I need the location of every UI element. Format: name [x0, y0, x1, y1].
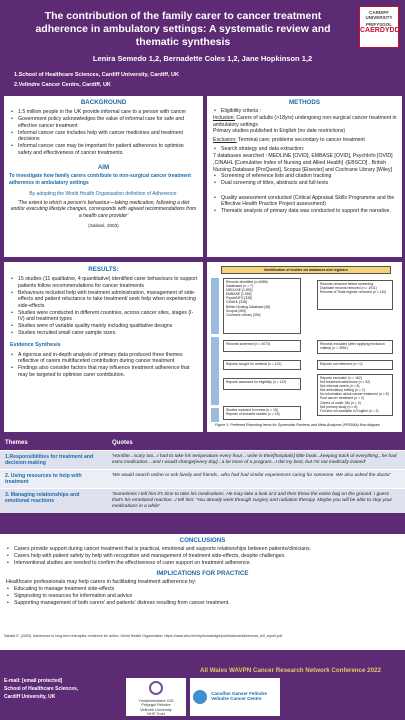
methods-title: METHODS [289, 99, 320, 106]
prisma-not-retrieved-box: Reports not retrieved (n = 0) [317, 360, 393, 370]
results-list [10, 276, 198, 337]
themes-table [0, 436, 405, 513]
conclusions-list [6, 546, 399, 567]
list-item: • Screening of reference lists and citation tracking [213, 173, 397, 180]
inclusion-label: Inclusion: [213, 115, 235, 121]
prisma-side-label [211, 337, 219, 405]
theme-quote: 'We would search online or ask family and friends...who had had similar experiences caring for someone. We also asked the doctor' [107, 469, 405, 488]
affiliation: 2.Velindre Cancer Centre, Cardiff, UK [14, 82, 111, 88]
aim-statement: To investigate how family carers contribute to non-surgical cancer treatment adherence in ambulatory settings [9, 173, 191, 186]
list-item: • Informal cancer care may be important for patient adherence to optimise safety and effectiveness of cancer treatments. [10, 143, 198, 156]
logo-text: NHS Trust [147, 712, 165, 717]
prisma-panel [207, 262, 402, 432]
logo-text: Velindre Cancer Centre [211, 696, 262, 701]
logo-text: Ymddiriedolaeth GIG [138, 698, 174, 703]
table-row [0, 469, 405, 488]
implications-list [6, 586, 399, 607]
list-item: • Studies were of variable quality mainly including qualitative designs [10, 323, 198, 330]
list-item: • 15 studies (11 qualitative, 4 quantitative) identified carer behaviours to support patients follow recommendations for cancer treatments [10, 276, 198, 289]
list-item: • Search strategy and data extraction: [213, 146, 397, 153]
logo-text: Velindre University [140, 707, 172, 712]
prisma-screened-box: Records screened (n = 4073) [223, 340, 301, 352]
methods-panel [207, 96, 402, 257]
prisma-caption: Figure 1: Preferred Reporting Items for Systematic Reviews and Meta-Analyses (PRISMA) flow diagram [215, 423, 381, 427]
exclusion-label: Exclusion: [213, 136, 237, 143]
logo-line: UNIVERSITY [365, 15, 393, 20]
background-aim-panel [4, 96, 203, 257]
logo-text: Prifysgol Felindre [141, 703, 171, 708]
contact-org: School of Healthcare Sciences, [4, 686, 79, 692]
list-item: • Signposting to resources for information and advice [6, 593, 399, 600]
authors: Lenira Semedo 1,2, Bernadette Coles 1,2, Jane Hopkinson 1,2 [92, 54, 313, 63]
list-item: • Educating to manage treatment side-effects [6, 586, 399, 593]
list-item: • Supporting management of both carers' and patients' distress resulting from cancer treatment. [6, 600, 399, 607]
list-item: • Thematic analysis of primary data was conducted to support the narrative. [213, 208, 397, 215]
logo-line: CARDIFF [369, 10, 389, 15]
nhs-circle-icon [149, 681, 163, 695]
list-item: • 1.5 million people in the UK provide informal care to a person with cancer [10, 109, 198, 116]
exclusion-text: Terminal care; problems secondary to cancer treatment [236, 136, 365, 143]
table-row [0, 488, 405, 513]
list-item: • Behaviours included help with treatment administration, management of side-effects and patient reluctance to take treatment/ seek help when experiencing side-effects [10, 290, 198, 310]
poster-footer [0, 660, 405, 720]
inclusion-text: Carers of adults (>18yrs) undergoing non-surgical cancer treatment in ambulatory settings [213, 115, 397, 128]
theme-name: 3. Managing relationships and emotional reactions [0, 488, 107, 513]
methods-body [213, 108, 397, 215]
prisma-eligibility-box: Reports assessed for eligibility (n = 122) [223, 378, 301, 390]
who-quote: 'The extent to which a person's behaviour—taking medication, following a diet and/or executing lifestyle changes, corresponds with agreed recommendations from a health care provider' [10, 199, 197, 219]
theme-name: 1.Responsibilities for treatment and decision-making [0, 450, 107, 469]
list-item: • Government policy acknowledges the value of informal care for safe and effective cancer treatment [10, 116, 198, 129]
implications-intro: Healthcare professionals may help carers in facilitating treatment adherence by: [6, 578, 197, 585]
conference-banner: All Wales WAVPN Cancer Research Network Conference 2022 [200, 667, 381, 674]
contact-email: E-mail: [email protected] [4, 678, 63, 684]
poster-title: The contribution of the family carer to cancer treatment adherence in ambulatory settings: A systematic review and thematic synthesis [35, 10, 331, 48]
prisma-included-box: Studies included in review (n = 15) Reports of included studies (n = 15) [223, 406, 301, 420]
list-item: • Informal cancer care includes help with cancer medicines and treatment decisions [10, 130, 198, 143]
contact-org: Cardiff University, UK [4, 694, 56, 700]
aim-title: AIM [97, 164, 110, 171]
velindre-nhs-logo [126, 678, 186, 716]
background-list [10, 109, 198, 156]
table-row [0, 450, 405, 469]
who-citation: (Sabaté, 2003) [88, 223, 119, 228]
list-item: • Quality assessment conducted (Critical Appraisal Skills Programme and the Effective Health Practice Project assessment) [213, 195, 397, 208]
list-item: • Dual screening of titles, abstracts and full-texts [213, 180, 397, 187]
cardiff-university-logo [359, 6, 399, 48]
column-header: Themes [0, 436, 107, 450]
theme-quote: 'Sometimes I tell him it's time to take his medications. He may take a look at it and then throw the entire bag on the ground. I guess that's his emotional reaction...I tell him: 'You already went through surgery and radiation therapy. Maybe you will be able to stop your medications in a while' [107, 488, 405, 513]
logo-text: Canolfan Ganser Felindre [211, 691, 267, 697]
theme-name: 2. Using resources to help with treatment [0, 469, 107, 488]
conclusions-title: CONCLUSIONS [179, 537, 226, 544]
affiliation: 1.School of Healthcare Sciences, Cardiff University, Cardiff, UK [14, 72, 179, 78]
who-intro: By adopting the World Health Organisation definition of Adherence: [29, 191, 178, 198]
list-item: • Carers provide support during cancer treatment that is practical, emotional and supports relationships between patients/clinicians. [6, 546, 399, 553]
list-item: • Carers help with patient safety by help with recognition and management of treatment side-effects, despite challenges. [6, 553, 399, 560]
prisma-removed-box: Records removed before screening: Duplicate records removed (n = 1911) Records of Trials register removed (n = 110) [317, 280, 393, 310]
theme-quote: 'Horrible...scary too...I had to take his temperature every hour... write in their[hospitals] little book...keeping track of everything...he had extra medication....and I would change[every day]...a lot more of a program...I did my best, but I'm not medically trained' [107, 450, 405, 469]
table-header-row [0, 436, 405, 450]
inclusion-text-2: Primary studies published in English (no date restrictions) [213, 128, 346, 135]
conclusions-panel [0, 534, 405, 650]
list-item: • Findings also consider factors that may influence treatment adherence that may be targeted to optimise carer contribution. [10, 365, 198, 378]
velindre-circle-icon [193, 690, 207, 704]
evidence-list [10, 352, 198, 379]
prisma-excluded-box: Records excluded (after applying exclusion criteria) (n = 3951) [317, 340, 393, 354]
prisma-side-label [211, 278, 219, 334]
search-text: 7 databases searched : MEDLINE [OVID], EMBASE [OVID], PsychInfo [OVID] ,CINAHL [Cumulative Index of Nursing and Allied Health] -[EBSCO] , British Nursing Database [ProQuest], Scopus [Elsevier] and Cochrane Library [Wiley] [213, 153, 393, 173]
prisma-identified-box: Records identified (n=6086) Databases (n = 7) MEDLINE [1,893] EMBASE [1,959] PsychINFO [338] CINAHL [338] British Nursing Database [48] Scopus [283] Cochrane Library [394] [223, 278, 301, 334]
logo-line: CAERDYDD [360, 27, 400, 34]
velindre-cancer-centre-logo [190, 678, 280, 716]
list-item: • A rigorous and in-depth analysis of primary data produced three themes reflective of carers multifaceted contribution during cancer treatment [10, 352, 198, 365]
implications-title: IMPLICATIONS FOR PRACTICE [156, 569, 249, 577]
results-panel [4, 262, 203, 432]
prisma-side-label [211, 408, 219, 422]
prisma-retrieval-box: Reports sought for retrieval (n = 122) [223, 360, 301, 370]
results-title: RESULTS: [88, 266, 119, 273]
list-item: • Eligibility criteria : [213, 108, 397, 115]
list-item: • Studies recruited small carer sample sizes. [10, 330, 198, 337]
reference: Sabaté E. (2003). Adherence to long-term therapies: evidence for action. World Health Organization. https://www.who.int/chp/knowledge/publications/adherence_full_report.pdf [4, 634, 283, 638]
prisma-heading: Identification of studies via databases and registers [221, 266, 391, 274]
background-title: BACKGROUND [80, 99, 127, 106]
list-item: • Interventional studies are needed to confirm the effectiveness of carer support on treatment adherence. [6, 560, 399, 567]
logo-line: PRIFYSGOL [365, 22, 392, 27]
column-header: Quotes [107, 436, 405, 450]
list-item: • Studies were conducted in different countries, across cancer sites, stages (I-IV) and treatment types [10, 310, 198, 323]
evidence-title: Evidence Synthesis [10, 341, 61, 348]
prisma-reasons-box: Reports excluded: (n = 162) Not treatment adherence (n = 52) Not informal carers (n = 8) Not ambulatory setting (n = 2) No information about cancer treatment (n = 8) Post cancer treatment (n = 2) Carers of under 18s (n = 4) Not primary study (n = 6) Full-text not available in English (n = 2) [317, 374, 393, 416]
